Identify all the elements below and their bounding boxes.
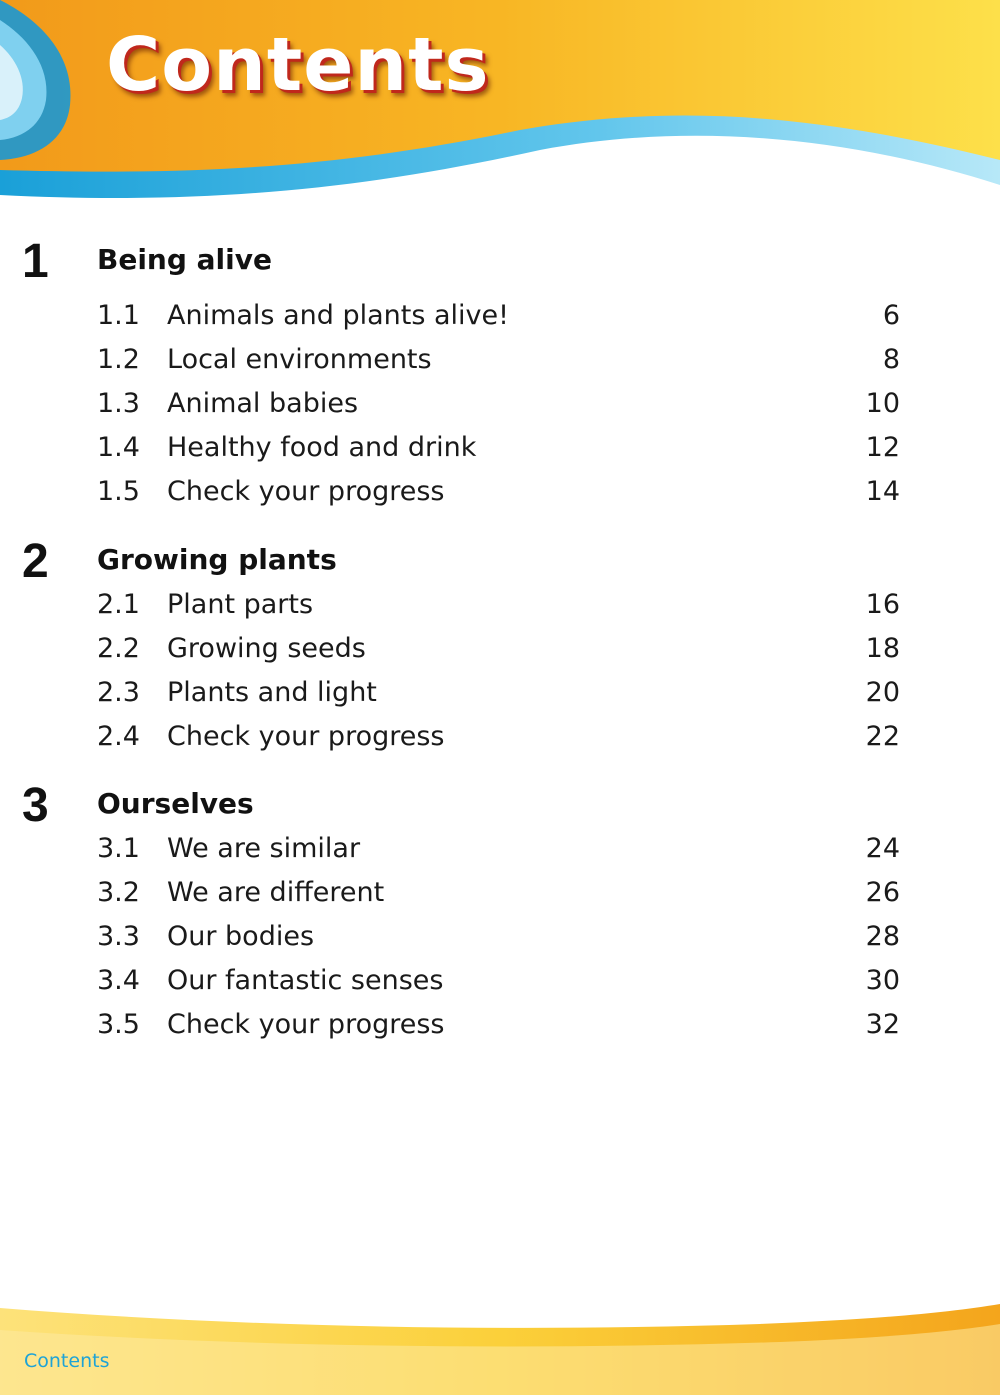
lesson-number: 3.3 (97, 921, 140, 952)
lesson-title: Healthy food and drink (167, 432, 477, 463)
toc-entry[interactable] (97, 302, 900, 338)
lesson-title: Plant parts (167, 589, 314, 620)
page-number: 30 (865, 965, 900, 996)
page-number: 6 (882, 300, 900, 331)
page-number: 32 (865, 1009, 900, 1040)
lesson-number: 2.4 (97, 721, 140, 752)
lesson-title: Animals and plants alive! (167, 300, 509, 331)
lesson-number: 1.2 (97, 344, 140, 375)
page-number: 20 (865, 677, 900, 708)
unit-title: Being alive (97, 243, 272, 276)
page-number: 26 (865, 877, 900, 908)
toc-entry[interactable] (97, 635, 900, 671)
lesson-number: 2.3 (97, 677, 140, 708)
page-number: 12 (865, 432, 900, 463)
page-number: 28 (865, 921, 900, 952)
toc-entry[interactable] (97, 835, 900, 871)
lesson-title: Our bodies (167, 921, 315, 952)
lesson-title: We are different (167, 877, 385, 908)
lesson-title: Check your progress (167, 1009, 445, 1040)
toc-entry[interactable] (97, 390, 900, 426)
unit-title: Growing plants (97, 543, 337, 576)
page-number: 8 (882, 344, 900, 375)
toc-entry[interactable] (97, 879, 900, 915)
lesson-title: We are similar (167, 833, 361, 864)
page-title: Contents (106, 22, 490, 108)
lesson-title: Plants and light (167, 677, 377, 708)
toc-entry[interactable] (97, 478, 900, 514)
lesson-number: 3.2 (97, 877, 140, 908)
lesson-title: Animal babies (167, 388, 359, 419)
lesson-number: 1.5 (97, 476, 140, 507)
lesson-title: Our fantastic senses (167, 965, 444, 996)
page-number: 22 (865, 721, 900, 752)
toc-entry[interactable] (97, 591, 900, 627)
lesson-number: 2.1 (97, 589, 140, 620)
lesson-title: Check your progress (167, 476, 445, 507)
toc-entry[interactable] (97, 967, 900, 1003)
toc-entry[interactable] (97, 434, 900, 470)
lesson-title: Local environments (167, 344, 432, 375)
page-number: 24 (865, 833, 900, 864)
lesson-number: 1.1 (97, 300, 140, 331)
lesson-number: 1.3 (97, 388, 140, 419)
lesson-title: Growing seeds (167, 633, 366, 664)
lesson-number: 1.4 (97, 432, 140, 463)
page-number: 18 (865, 633, 900, 664)
toc-entry[interactable] (97, 923, 900, 959)
footer-banner (0, 1290, 1000, 1395)
lesson-number: 3.5 (97, 1009, 140, 1040)
toc-entry[interactable] (97, 1011, 900, 1047)
unit-number: 3 (22, 779, 49, 832)
page-number: 10 (865, 388, 900, 419)
unit-number: 1 (22, 235, 49, 288)
page-number: 16 (865, 589, 900, 620)
unit-number: 2 (22, 535, 49, 588)
lesson-title: Check your progress (167, 721, 445, 752)
lesson-number: 2.2 (97, 633, 140, 664)
lesson-number: 3.1 (97, 833, 140, 864)
footer-label: Contents (24, 1350, 110, 1372)
unit-title: Ourselves (97, 787, 254, 820)
toc-entry[interactable] (97, 346, 900, 382)
toc-entry[interactable] (97, 723, 900, 759)
toc-entry[interactable] (97, 679, 900, 715)
page-number: 14 (865, 476, 900, 507)
lesson-number: 3.4 (97, 965, 140, 996)
